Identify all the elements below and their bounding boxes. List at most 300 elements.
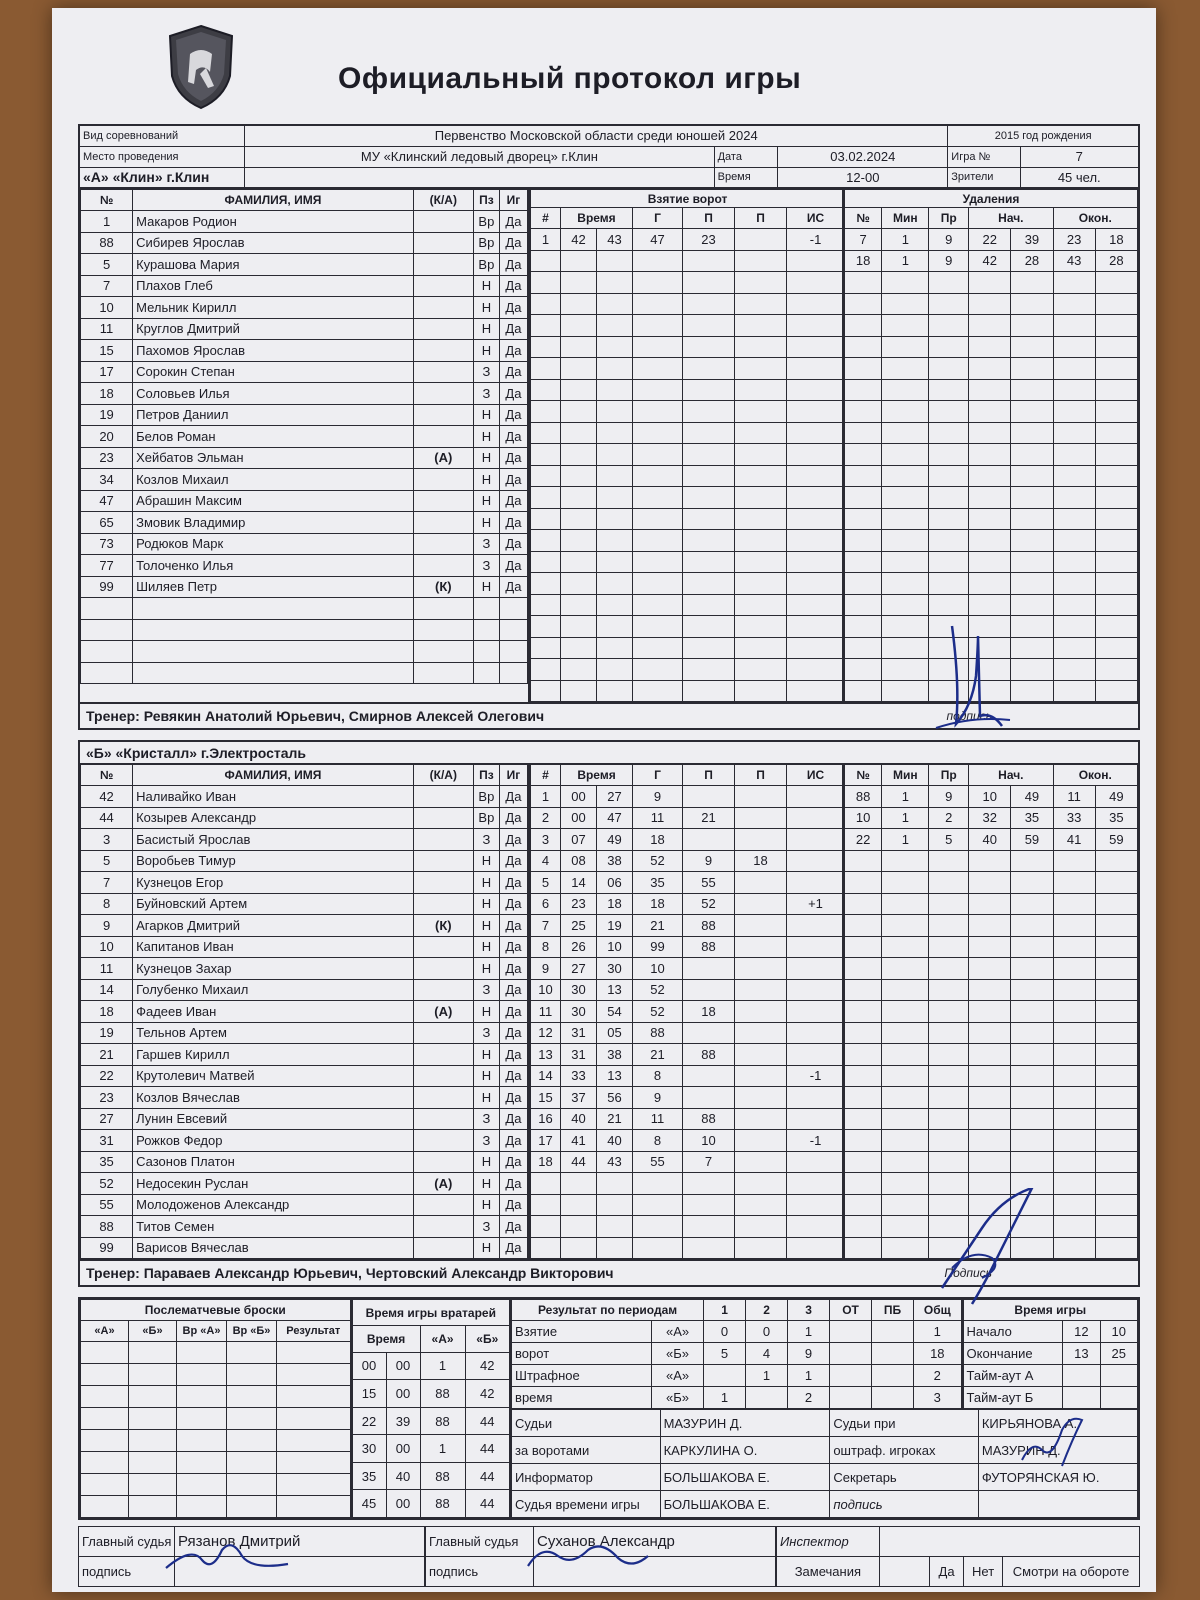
goal-scorer: 35 xyxy=(633,872,683,894)
player-name: Кузнецов Егор xyxy=(133,872,414,894)
goal-assist-2 xyxy=(735,1130,787,1152)
player-played: Да xyxy=(499,1194,527,1216)
penalty-row xyxy=(845,958,1138,980)
goalie-change-second: 00 xyxy=(386,1490,420,1518)
player-row xyxy=(81,447,528,469)
player-played: Да xyxy=(499,297,527,319)
player-position: Вр xyxy=(473,254,499,276)
period-value: 4 xyxy=(746,1343,788,1365)
goal-second: 19 xyxy=(597,915,633,937)
goalie-change-minute: 00 xyxy=(352,1352,386,1380)
player-name: Варисов Вячеслав xyxy=(133,1237,414,1259)
team-b-penalties xyxy=(844,764,1138,1259)
player-name: Капитанов Иван xyxy=(133,936,414,958)
goal-row xyxy=(531,530,845,552)
player-name: Толоченко Илья xyxy=(133,555,414,577)
player-captain-mark xyxy=(413,893,473,915)
penalty-row xyxy=(845,936,1138,958)
player-number: 19 xyxy=(81,404,133,426)
player-name: Сазонов Платон xyxy=(133,1151,414,1173)
goal-scorer: 52 xyxy=(633,1001,683,1023)
penalty-row xyxy=(845,1065,1138,1087)
player-number xyxy=(81,641,133,663)
goalie-change-minute: 15 xyxy=(352,1380,386,1408)
period-value: 0 xyxy=(746,1321,788,1343)
game-end-hour: 13 xyxy=(1063,1343,1100,1365)
goal-row xyxy=(531,1237,845,1259)
player-position xyxy=(473,619,499,641)
team-a-roster xyxy=(80,189,528,684)
goalie-time-row xyxy=(352,1490,510,1518)
player-number: 47 xyxy=(81,490,133,512)
header-assist-1: П xyxy=(683,208,735,229)
goal-assist-2: 18 xyxy=(735,850,787,872)
goalie-change-second: 39 xyxy=(386,1407,420,1435)
team-b-goals xyxy=(530,764,845,1259)
player-captain-mark xyxy=(413,1044,473,1066)
penalty-row xyxy=(845,551,1138,573)
goal-assist-1 xyxy=(683,1087,735,1109)
player-number: 88 xyxy=(81,1216,133,1238)
goalie-change-minute: 30 xyxy=(352,1435,386,1463)
goal-row xyxy=(531,1216,845,1238)
goal-assist-2 xyxy=(735,1022,787,1044)
goal-row xyxy=(531,508,845,530)
player-played: Да xyxy=(499,275,527,297)
goal-second: 10 xyxy=(597,936,633,958)
penalty-row xyxy=(845,465,1138,487)
player-position: Н xyxy=(473,340,499,362)
player-name: Белов Роман xyxy=(133,426,414,448)
chief-referee-2-signature xyxy=(522,1536,652,1576)
player-captain-mark xyxy=(413,383,473,405)
player-name: Петров Даниил xyxy=(133,404,414,426)
goal-row xyxy=(531,872,845,894)
goal-minute: 25 xyxy=(561,915,597,937)
goal-second: 49 xyxy=(597,829,633,851)
goal-assist-1: 88 xyxy=(683,1108,735,1130)
goal-judges-label-1: Судьи xyxy=(512,1410,661,1437)
goal-number: 5 xyxy=(531,872,561,894)
summary-block xyxy=(78,1297,1140,1520)
goal-strength: +1 xyxy=(787,893,845,915)
goal-strength xyxy=(787,979,845,1001)
player-played: Да xyxy=(499,915,527,937)
penalty-row xyxy=(845,1022,1138,1044)
player-position: Н xyxy=(473,1194,499,1216)
goal-assist-1: 88 xyxy=(683,1044,735,1066)
header-position: Пз xyxy=(473,765,499,786)
penalties-title: Удаления xyxy=(845,190,1138,208)
period-row-label: ворот xyxy=(512,1343,652,1365)
player-row xyxy=(81,598,528,620)
player-row xyxy=(81,211,528,233)
goal-second: 43 xyxy=(597,1151,633,1173)
periods-header-3: 3 xyxy=(788,1300,830,1321)
player-position: Н xyxy=(473,1065,499,1087)
player-name xyxy=(133,641,414,663)
player-name: Молодоженов Александр xyxy=(133,1194,414,1216)
player-number: 1 xyxy=(81,211,133,233)
goal-row xyxy=(531,444,845,466)
player-played: Да xyxy=(499,232,527,254)
player-name: Змовик Владимир xyxy=(133,512,414,534)
player-number: 99 xyxy=(81,576,133,598)
penalty-row xyxy=(845,872,1138,894)
player-played: Да xyxy=(499,340,527,362)
player-played: Да xyxy=(499,1108,527,1130)
goalie-change-second: 00 xyxy=(386,1435,420,1463)
team-a-coach-signature xyxy=(932,616,1012,736)
period-value: 1 xyxy=(788,1321,830,1343)
penalty-minutes: 1 xyxy=(882,229,929,251)
player-name: Кузнецов Захар xyxy=(133,958,414,980)
goal-number: 6 xyxy=(531,893,561,915)
player-captain-mark xyxy=(413,340,473,362)
player-row xyxy=(81,1044,528,1066)
player-played xyxy=(499,641,527,663)
period-row-label: Взятие xyxy=(512,1321,652,1343)
player-played: Да xyxy=(499,1044,527,1066)
goal-second: 56 xyxy=(597,1087,633,1109)
timeout-b-label: Тайм-аут Б xyxy=(963,1387,1063,1409)
goal-row xyxy=(531,487,845,509)
see-back-note: Смотри на обороте xyxy=(1002,1557,1139,1587)
goalie-a-number: 88 xyxy=(420,1490,465,1518)
player-played: Да xyxy=(499,512,527,534)
match-info-table xyxy=(78,124,1140,189)
player-position: Н xyxy=(473,426,499,448)
goalie-b-number: 44 xyxy=(465,1462,510,1490)
goal-scorer: 52 xyxy=(633,979,683,1001)
player-number: 10 xyxy=(81,936,133,958)
penalty-row xyxy=(845,444,1138,466)
period-results-table xyxy=(511,1299,963,1409)
goalie-change-minute: 45 xyxy=(352,1490,386,1518)
player-name: Мельник Кирилл xyxy=(133,297,414,319)
player-position: Н xyxy=(473,1044,499,1066)
period-row xyxy=(512,1387,962,1409)
secretary-signature xyxy=(1012,1410,1092,1470)
player-name xyxy=(133,662,414,684)
player-captain-mark xyxy=(413,254,473,276)
player-number xyxy=(81,598,133,620)
goal-second: 13 xyxy=(597,979,633,1001)
goalie-b-number: 44 xyxy=(465,1435,510,1463)
penalty-start-second: 49 xyxy=(1011,786,1053,808)
goalie-time-row xyxy=(352,1407,510,1435)
player-number: 17 xyxy=(81,361,133,383)
penalty-end-minute: 11 xyxy=(1053,786,1095,808)
player-captain-mark: (А) xyxy=(413,1001,473,1023)
goal-assist-2 xyxy=(735,936,787,958)
player-captain-mark xyxy=(413,1216,473,1238)
player-captain-mark xyxy=(413,1022,473,1044)
period-value: 3 xyxy=(914,1387,962,1409)
goal-number: 1 xyxy=(531,229,561,251)
goal-row xyxy=(531,829,845,851)
goal-scorer: 21 xyxy=(633,915,683,937)
player-number: 18 xyxy=(81,383,133,405)
player-name: Курашова Мария xyxy=(133,254,414,276)
penalty-row xyxy=(845,893,1138,915)
penalty-end-second: 28 xyxy=(1095,250,1137,272)
period-value xyxy=(872,1321,914,1343)
goal-second: 38 xyxy=(597,850,633,872)
player-row xyxy=(81,958,528,980)
player-row xyxy=(81,1001,528,1023)
timekeeper-label: Судья времени игры xyxy=(512,1491,661,1518)
penalty-row xyxy=(845,850,1138,872)
penalty-row xyxy=(845,979,1138,1001)
penalty-row xyxy=(845,401,1138,423)
player-number: 35 xyxy=(81,1151,133,1173)
player-captain-mark xyxy=(413,850,473,872)
player-number xyxy=(81,619,133,641)
goal-number: 11 xyxy=(531,1001,561,1023)
period-value: 2 xyxy=(788,1387,830,1409)
player-row xyxy=(81,915,528,937)
player-name: Сорокин Степан xyxy=(133,361,414,383)
goalie-b-number: 44 xyxy=(465,1490,510,1518)
player-number: 27 xyxy=(81,1108,133,1130)
player-played: Да xyxy=(499,850,527,872)
player-row xyxy=(81,1022,528,1044)
player-captain-mark xyxy=(413,1130,473,1152)
player-number: 23 xyxy=(81,1087,133,1109)
goal-row xyxy=(531,293,845,315)
header-goal-scorer: Г xyxy=(633,208,683,229)
player-position: Н xyxy=(473,872,499,894)
player-name: Агарков Дмитрий xyxy=(133,915,414,937)
player-name: Воробьев Тимур xyxy=(133,850,414,872)
penalty-row xyxy=(845,250,1138,272)
goal-second: 13 xyxy=(597,1065,633,1087)
player-position: З xyxy=(473,829,499,851)
team-b-roster xyxy=(80,764,528,1259)
player-row xyxy=(81,1151,528,1173)
header-pen-reason: Пр xyxy=(929,208,969,229)
player-name: Гаршев Кирилл xyxy=(133,1044,414,1066)
player-row xyxy=(81,1108,528,1130)
player-position: Н xyxy=(473,576,499,598)
periods-header-pb: ПБ xyxy=(872,1300,914,1321)
goal-number: 7 xyxy=(531,915,561,937)
penalty-start-second: 28 xyxy=(1011,250,1053,272)
player-position: З xyxy=(473,361,499,383)
period-row xyxy=(512,1365,962,1387)
penalty-end-second: 59 xyxy=(1095,829,1137,851)
player-position: Н xyxy=(473,915,499,937)
goalie-time-row xyxy=(352,1435,510,1463)
goal-strength xyxy=(787,850,845,872)
player-position: Н xyxy=(473,275,499,297)
penalty-row xyxy=(845,1151,1138,1173)
chief-referee-1-label: Главный судья xyxy=(79,1527,175,1557)
penalty-row xyxy=(845,229,1138,251)
goal-second: 27 xyxy=(597,786,633,808)
player-row xyxy=(81,619,528,641)
goal-assist-2 xyxy=(735,872,787,894)
goalie-time-table xyxy=(352,1299,512,1518)
goal-row xyxy=(531,1087,845,1109)
player-number: 73 xyxy=(81,533,133,555)
player-number: 20 xyxy=(81,426,133,448)
penalty-row xyxy=(845,573,1138,595)
player-position: Н xyxy=(473,1237,499,1259)
player-number: 5 xyxy=(81,850,133,872)
goal-minute: 31 xyxy=(561,1044,597,1066)
goal-row xyxy=(531,1151,845,1173)
player-row xyxy=(81,340,528,362)
player-name: Наливайко Иван xyxy=(133,786,414,808)
penalty-player: 7 xyxy=(845,229,882,251)
goal-assist-1: 88 xyxy=(683,936,735,958)
player-captain-mark xyxy=(413,598,473,620)
player-row xyxy=(81,1065,528,1087)
player-played: Да xyxy=(499,1130,527,1152)
period-row xyxy=(512,1343,962,1365)
header-played: Иг xyxy=(499,765,527,786)
player-number: 9 xyxy=(81,915,133,937)
player-number xyxy=(81,662,133,684)
goal-second: 40 xyxy=(597,1130,633,1152)
team-b-title: «Б» «Кристалл» г.Электросталь xyxy=(80,742,1138,764)
player-row xyxy=(81,533,528,555)
goal-scorer: 47 xyxy=(633,229,683,251)
player-row xyxy=(81,404,528,426)
shootout-table xyxy=(80,1299,352,1518)
goal-judge-1: МАЗУРИН Д. xyxy=(660,1410,830,1437)
player-played: Да xyxy=(499,254,527,276)
player-captain-mark xyxy=(413,490,473,512)
team-b-coach-text: Тренер: Параваев Александр Юрьевич, Чертовский Александр Викторович xyxy=(86,1265,614,1281)
player-played: Да xyxy=(499,469,527,491)
player-played: Да xyxy=(499,1087,527,1109)
penalty-reason: 9 xyxy=(929,229,969,251)
player-captain-mark xyxy=(413,786,473,808)
goal-number: 12 xyxy=(531,1022,561,1044)
period-value: 9 xyxy=(788,1343,830,1365)
player-name: Макаров Родион xyxy=(133,211,414,233)
goal-assist-1: 55 xyxy=(683,872,735,894)
period-value xyxy=(830,1365,872,1387)
player-played: Да xyxy=(499,1065,527,1087)
goal-minute: 30 xyxy=(561,1001,597,1023)
player-captain-mark xyxy=(413,404,473,426)
player-captain-mark xyxy=(413,641,473,663)
date-label: Дата xyxy=(714,146,778,167)
player-position: Н xyxy=(473,1151,499,1173)
goalie-a-number: 1 xyxy=(420,1435,465,1463)
goal-strength xyxy=(787,1001,845,1023)
player-name xyxy=(133,598,414,620)
goal-number: 17 xyxy=(531,1130,561,1152)
player-row xyxy=(81,361,528,383)
penalty-row xyxy=(845,807,1138,829)
header-assist-1: П xyxy=(683,765,735,786)
player-name: Рожков Федор xyxy=(133,1130,414,1152)
player-position: Вр xyxy=(473,232,499,254)
player-captain-mark xyxy=(413,1151,473,1173)
penalty-minutes: 1 xyxy=(882,829,929,851)
penalty-row xyxy=(845,829,1138,851)
player-number: 23 xyxy=(81,447,133,469)
player-row xyxy=(81,469,528,491)
informer-label: Информатор xyxy=(512,1464,661,1491)
player-played: Да xyxy=(499,1001,527,1023)
player-row xyxy=(81,850,528,872)
secretary-label: Секретарь xyxy=(830,1464,979,1491)
period-team-label: «А» xyxy=(652,1321,704,1343)
player-row xyxy=(81,275,528,297)
player-number: 31 xyxy=(81,1130,133,1152)
player-name: Шиляев Петр xyxy=(133,576,414,598)
game-start-minute: 10 xyxy=(1100,1321,1137,1343)
player-position: Н xyxy=(473,512,499,534)
goalie-a-number: 88 xyxy=(420,1380,465,1408)
penalty-end-minute: 23 xyxy=(1053,229,1095,251)
player-position: З xyxy=(473,1022,499,1044)
goal-row xyxy=(531,637,845,659)
goal-assist-1: 23 xyxy=(683,229,735,251)
goal-assist-2 xyxy=(735,958,787,980)
goal-minute: 31 xyxy=(561,1022,597,1044)
player-captain-mark: (А) xyxy=(413,447,473,469)
penalty-row xyxy=(845,1001,1138,1023)
timekeeper-value: БОЛЬШАКОВА Е. xyxy=(660,1491,830,1518)
header-pen-min: Мин xyxy=(882,765,929,786)
player-captain-mark xyxy=(413,533,473,555)
penalty-row xyxy=(845,1087,1138,1109)
chief-referee-1-name: Рязанов Дмитрий xyxy=(175,1527,425,1557)
informer-value: БОЛЬШАКОВА Е. xyxy=(660,1464,830,1491)
goal-assist-1: 88 xyxy=(683,915,735,937)
header-pen-start: Нач. xyxy=(969,208,1053,229)
goal-row xyxy=(531,358,845,380)
header-played: Иг xyxy=(499,190,527,211)
player-name: Родюков Марк xyxy=(133,533,414,555)
goal-assist-1 xyxy=(683,958,735,980)
player-name: Крутолевич Матвей xyxy=(133,1065,414,1087)
goal-assist-2 xyxy=(735,893,787,915)
goal-minute: 26 xyxy=(561,936,597,958)
player-played: Да xyxy=(499,447,527,469)
player-number: 22 xyxy=(81,1065,133,1087)
player-number: 44 xyxy=(81,807,133,829)
goal-row xyxy=(531,1001,845,1023)
goal-number: 18 xyxy=(531,1151,561,1173)
goal-scorer: 11 xyxy=(633,807,683,829)
header-ka: (К/А) xyxy=(413,190,473,211)
goal-strength xyxy=(787,915,845,937)
player-row xyxy=(81,872,528,894)
penalty-start-minute: 10 xyxy=(969,786,1011,808)
player-played: Да xyxy=(499,936,527,958)
period-value: 1 xyxy=(704,1387,746,1409)
header-assist-2: П xyxy=(735,765,787,786)
goalie-b-number: 42 xyxy=(465,1352,510,1380)
header-goal-no: # xyxy=(531,765,561,786)
time-label: Время xyxy=(714,167,778,188)
player-number: 5 xyxy=(81,254,133,276)
goal-row xyxy=(531,979,845,1001)
goal-assist-2 xyxy=(735,1065,787,1087)
penalty-minutes: 1 xyxy=(882,807,929,829)
player-row xyxy=(81,426,528,448)
goal-judge-2: КАРКУЛИНА О. xyxy=(660,1437,830,1464)
player-name: Плахов Глеб xyxy=(133,275,414,297)
